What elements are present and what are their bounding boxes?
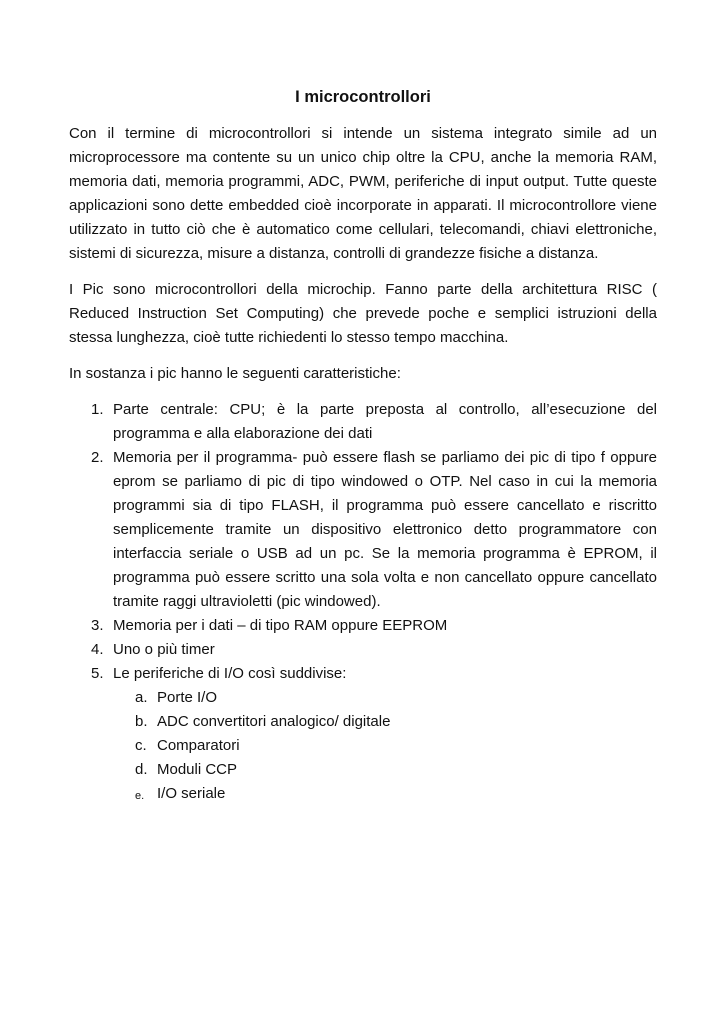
list-item [69,614,657,638]
characteristics-list [69,398,657,806]
document-title: I microcontrollori [295,88,431,106]
list-item-number: 2. [91,449,104,466]
list-item-text: Memoria per i dati – di tipo RAM oppure EEPROM [113,617,448,634]
sublist-item [91,686,657,710]
paragraph-characteristics: In sostanza i pic hanno le seguenti caratteristiche: [69,365,401,382]
io-sublist [113,686,657,806]
list-item [69,446,657,614]
sublist-item-text: Moduli CCP [157,761,238,778]
sublist-item [91,734,657,758]
sublist-item-text: Porte I/O [157,689,218,706]
sublist-item-letter: a. [135,689,148,706]
list-item-number: 4. [91,641,104,658]
list-item-text: Memoria per il programma- può essere flash se parliamo dei pic di tipo f oppure eprom se parliamo di pic di tipo windowed o OTP. Nel caso in cui la memoria programmi sia di tipo FLASH, il programma può essere cancellato e riscritto semplicemente tramite un dispositivo elettronico detto programmatore con interfaccia seriale o USB ad un pc. Se la memoria programma è EPROM, il programma può essere scritto una sola volta e non cancellato oppure cancellato tramite raggi ultravioletti (pic windowed). [113,449,657,610]
document-page [69,86,657,806]
list-item-text: Uno o più timer [113,641,215,658]
sublist-item-text: Comparatori [157,737,240,754]
sublist-item [91,782,657,806]
sublist-item-letter: e. [135,790,145,802]
list-item [69,398,657,446]
list-item-number: 1. [91,401,104,418]
list-item [69,638,657,662]
paragraph-pic: I Pic sono microcontrollori della microchip. Fanno parte della architettura RISC ( Reduced Instruction Set Computing) che prevede poche e semplici istruzioni della stessa lunghezza, cioè tutte richiedenti lo stesso tempo macchina. [69,281,657,346]
list-item-text: Parte centrale: CPU; è la parte preposta al controllo, all’esecuzione del programma e alla elaborazione dei dati [113,401,657,442]
sublist-item-letter: c. [135,737,147,754]
paragraph-intro: Con il termine di microcontrollori si intende un sistema integrato simile ad un microprocessore ma contente su un unico chip oltre la CPU, anche la memoria RAM, memoria dati, memoria programmi, ADC, PWM, periferiche di input output. Tutte queste applicazioni sono dette embedded cioè incorporate in apparati. Il microcontrollore viene utilizzato in tutto ciò che è automatico come cellulari, telecomandi, chiavi elettroniche, sistemi di sicurezza, misure a distanza, controlli di grandezze fisiche a distanza. [69,125,657,262]
sublist-item-text: I/O seriale [157,785,226,802]
list-item [69,662,657,806]
sublist-item-letter: d. [135,761,148,778]
sublist-item [91,710,657,734]
list-item-number: 5. [91,665,104,682]
list-item-number: 3. [91,617,104,634]
sublist-item [91,758,657,782]
list-item-text: Le periferiche di I/O così suddivise: [113,665,347,682]
sublist-item-text: ADC convertitori analogico/ digitale [157,713,391,730]
sublist-item-letter: b. [135,713,148,730]
